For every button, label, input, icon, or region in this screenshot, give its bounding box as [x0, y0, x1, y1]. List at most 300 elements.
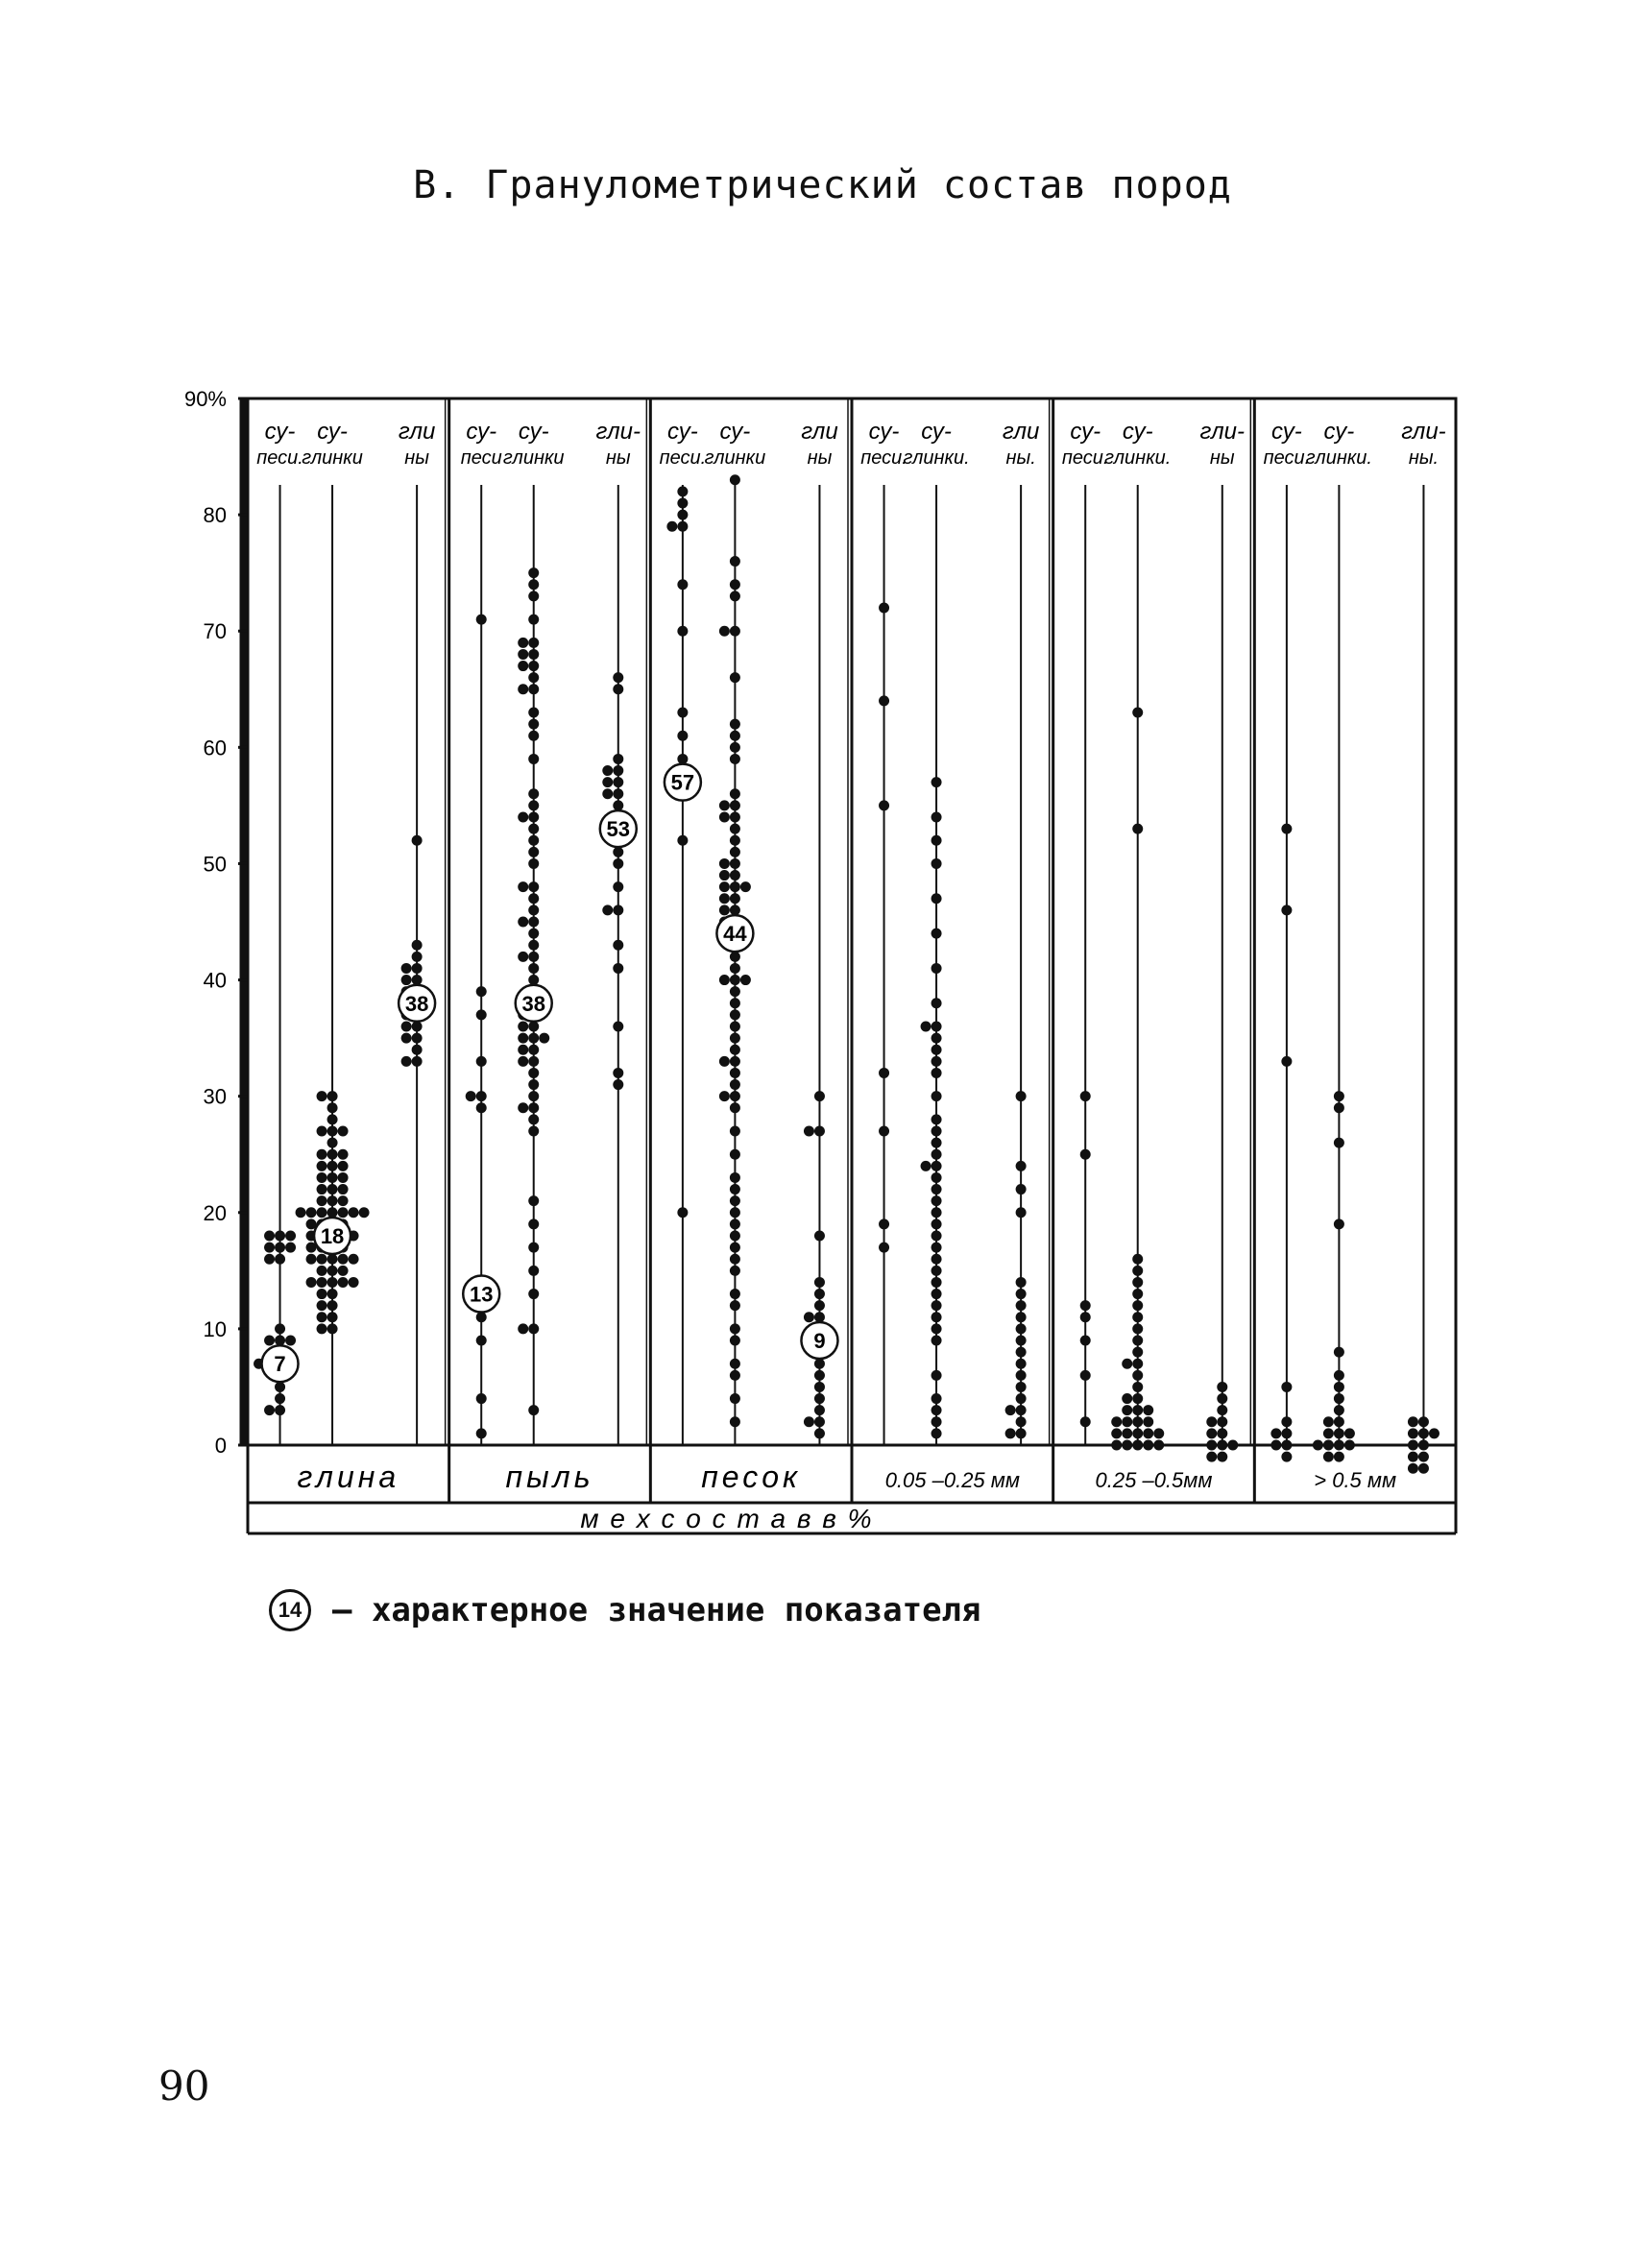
y-tick-label: 60 [203, 736, 227, 760]
data-point [814, 1405, 825, 1415]
data-point [1217, 1416, 1227, 1427]
data-point [1323, 1452, 1334, 1462]
data-point [879, 800, 889, 810]
data-point [730, 1370, 740, 1381]
data-point [879, 1243, 889, 1253]
data-point [1281, 1382, 1292, 1392]
data-point [412, 1045, 423, 1055]
data-point [327, 1289, 338, 1299]
data-point [1080, 1300, 1091, 1311]
series-header: гли- [595, 419, 641, 445]
series-header: ны. [1408, 447, 1439, 469]
typical-value-label: 7 [274, 1352, 286, 1377]
data-point [518, 684, 528, 694]
data-point [338, 1277, 349, 1288]
data-point [1016, 1347, 1027, 1358]
data-point [814, 1277, 825, 1288]
data-point [264, 1405, 275, 1415]
data-point [1323, 1416, 1334, 1427]
data-point [528, 1056, 539, 1067]
data-point [1334, 1393, 1344, 1404]
data-point [931, 1218, 942, 1229]
data-point [327, 1323, 338, 1334]
series-header: су- [518, 419, 549, 445]
data-point [677, 835, 688, 846]
data-point [814, 1126, 825, 1137]
series-header: песи. [659, 447, 707, 469]
data-point [1281, 824, 1292, 834]
series-header: песи. [1061, 447, 1109, 469]
data-point [317, 1172, 327, 1183]
data-point [476, 1393, 487, 1404]
data-point [528, 591, 539, 601]
series-header: ны [404, 447, 429, 469]
data-point [814, 1370, 825, 1381]
data-point [730, 800, 740, 810]
data-point [730, 952, 740, 962]
data-point [613, 940, 623, 951]
data-point [1132, 1312, 1143, 1322]
data-point [1217, 1382, 1227, 1392]
data-point [1408, 1428, 1418, 1438]
series-header: песи [460, 447, 502, 469]
data-point [1016, 1370, 1027, 1381]
data-point [730, 731, 740, 741]
data-point [931, 1033, 942, 1044]
data-point [1323, 1440, 1334, 1451]
data-point [1408, 1440, 1418, 1451]
data-point [730, 881, 740, 892]
series-header: су- [1070, 419, 1101, 445]
data-point [317, 1289, 327, 1299]
data-point [327, 1184, 338, 1194]
data-point [528, 963, 539, 974]
data-point [1122, 1359, 1132, 1369]
data-point [528, 579, 539, 590]
data-point [931, 1231, 942, 1242]
data-point [804, 1416, 814, 1427]
data-point [613, 754, 623, 764]
data-point [1016, 1207, 1027, 1218]
data-point [275, 1393, 285, 1404]
data-point [730, 1416, 740, 1427]
data-point [719, 812, 730, 823]
y-tick-label: 10 [203, 1316, 227, 1341]
data-point [1016, 1336, 1027, 1346]
data-point [931, 1254, 942, 1265]
data-point [1206, 1416, 1217, 1427]
series-header: су- [264, 419, 296, 445]
data-point [1111, 1428, 1122, 1438]
data-point [1016, 1393, 1027, 1404]
data-point [338, 1195, 349, 1206]
data-point [528, 917, 539, 928]
data-point [719, 881, 730, 892]
data-point [931, 1300, 942, 1311]
data-point [528, 719, 539, 730]
data-point [349, 1207, 359, 1218]
data-point [338, 1126, 349, 1137]
data-point [275, 1382, 285, 1392]
data-point [677, 754, 688, 764]
data-point [814, 1289, 825, 1299]
data-point [1334, 1416, 1344, 1427]
series-header: гли [398, 419, 436, 445]
data-point [476, 1428, 487, 1438]
data-point [327, 1277, 338, 1288]
data-point [466, 1091, 476, 1101]
data-point [1217, 1405, 1227, 1415]
data-point [275, 1323, 285, 1334]
data-point [730, 975, 740, 985]
data-point [1122, 1405, 1132, 1415]
data-point [528, 1195, 539, 1206]
data-point [1334, 1102, 1344, 1113]
data-point [327, 1091, 338, 1101]
data-point [1334, 1382, 1344, 1392]
data-point [1122, 1440, 1132, 1451]
data-point [730, 1056, 740, 1067]
data-point [338, 1161, 349, 1171]
data-point [518, 952, 528, 962]
data-point [602, 788, 613, 799]
data-point [719, 870, 730, 881]
data-point [327, 1138, 338, 1148]
typical-value-label: 9 [813, 1329, 826, 1353]
data-point [528, 824, 539, 834]
series-header: глинки. [903, 447, 970, 469]
data-point [349, 1277, 359, 1288]
data-point [1153, 1428, 1164, 1438]
data-point [528, 1243, 539, 1253]
typical-value-label: 53 [606, 817, 631, 842]
data-point [317, 1266, 327, 1276]
data-point [1217, 1452, 1227, 1462]
typical-value-label: 57 [670, 770, 695, 795]
data-point [1143, 1428, 1153, 1438]
data-point [1016, 1277, 1027, 1288]
data-point [931, 1416, 942, 1427]
data-point [1334, 1440, 1344, 1451]
data-point [931, 1126, 942, 1137]
data-point [1132, 1370, 1143, 1381]
data-point [1132, 1347, 1143, 1358]
data-point [264, 1231, 275, 1242]
data-point [528, 812, 539, 823]
data-point [528, 788, 539, 799]
data-point [1016, 1382, 1027, 1392]
data-point [528, 1045, 539, 1055]
data-point [613, 684, 623, 694]
data-point [1429, 1428, 1439, 1438]
data-point [476, 1102, 487, 1113]
data-point [327, 1149, 338, 1160]
data-point [804, 1312, 814, 1322]
data-point [730, 858, 740, 869]
data-point [1111, 1416, 1122, 1427]
data-point [1132, 1382, 1143, 1392]
data-point [931, 1266, 942, 1276]
data-point [1334, 1218, 1344, 1229]
data-point [528, 661, 539, 671]
typical-value-label: 13 [469, 1282, 494, 1307]
data-point [730, 998, 740, 1008]
data-point [1080, 1091, 1091, 1101]
data-point [528, 905, 539, 915]
data-point [666, 521, 677, 532]
data-point [476, 1009, 487, 1020]
data-point [338, 1254, 349, 1265]
data-point [1334, 1347, 1344, 1358]
data-point [814, 1231, 825, 1242]
data-point [1080, 1416, 1091, 1427]
data-point [327, 1172, 338, 1183]
data-point [528, 1218, 539, 1229]
data-point [879, 603, 889, 614]
group-label: > 0.5 мм [1314, 1468, 1397, 1492]
data-point [1344, 1440, 1355, 1451]
series-header: ны [807, 447, 833, 469]
data-point [1016, 1091, 1027, 1101]
data-point [338, 1172, 349, 1183]
data-point [327, 1114, 338, 1124]
data-point [613, 777, 623, 787]
data-point [327, 1254, 338, 1265]
data-point [931, 1428, 942, 1438]
data-point [1132, 708, 1143, 718]
data-point [1132, 824, 1143, 834]
data-point [1408, 1416, 1418, 1427]
data-point [1132, 1428, 1143, 1438]
series-header: песи. [256, 447, 303, 469]
data-point [285, 1243, 296, 1253]
series-header: глинки [302, 447, 363, 469]
data-point [528, 952, 539, 962]
data-point [814, 1312, 825, 1322]
data-point [1281, 1056, 1292, 1067]
data-point [730, 1091, 740, 1101]
typical-value-label: 44 [723, 922, 747, 947]
data-point [528, 708, 539, 718]
data-point [401, 975, 412, 985]
data-point [677, 486, 688, 496]
data-point [317, 1184, 327, 1194]
data-point [602, 777, 613, 787]
data-point [1334, 1370, 1344, 1381]
data-point [1270, 1440, 1281, 1451]
data-point [528, 1114, 539, 1124]
data-point [804, 1126, 814, 1137]
data-point [879, 1126, 889, 1137]
data-point [1016, 1323, 1027, 1334]
data-point [730, 1289, 740, 1299]
data-point [740, 881, 751, 892]
data-point [613, 1068, 623, 1078]
data-point [931, 1056, 942, 1067]
data-point [1408, 1463, 1418, 1474]
data-point [476, 1091, 487, 1101]
data-point [317, 1277, 327, 1288]
data-point [730, 1045, 740, 1055]
data-point [275, 1405, 285, 1415]
data-point [1080, 1370, 1091, 1381]
data-point [1344, 1428, 1355, 1438]
typical-value-label: 18 [320, 1224, 345, 1248]
series-header: глинки [502, 447, 565, 469]
data-point [1418, 1440, 1429, 1451]
data-point [401, 1033, 412, 1044]
y-tick-label: 0 [214, 1434, 227, 1458]
data-point [814, 1300, 825, 1311]
data-point [1418, 1452, 1429, 1462]
data-point [528, 1405, 539, 1415]
data-point [814, 1359, 825, 1369]
data-point [730, 1068, 740, 1078]
data-point [931, 1207, 942, 1218]
page-number: 90 [158, 2063, 210, 2110]
data-point [1323, 1428, 1334, 1438]
data-point [719, 893, 730, 904]
data-point [730, 556, 740, 567]
data-point [1143, 1440, 1153, 1451]
series-header: су- [1122, 419, 1153, 445]
data-point [1281, 905, 1292, 915]
data-point [730, 893, 740, 904]
data-point [317, 1091, 327, 1101]
data-point [814, 1091, 825, 1101]
data-point [1016, 1416, 1027, 1427]
data-point [719, 975, 730, 985]
data-point [1005, 1405, 1016, 1415]
data-point [306, 1277, 317, 1288]
data-point [401, 1056, 412, 1067]
data-point [814, 1393, 825, 1404]
data-point [528, 940, 539, 951]
data-point [921, 1022, 931, 1032]
data-point [1016, 1184, 1027, 1194]
y-tick-label: 50 [203, 852, 227, 877]
data-point [931, 1184, 942, 1194]
data-point [349, 1254, 359, 1265]
data-point [327, 1161, 338, 1171]
series-header: су- [719, 419, 751, 445]
group-label: глина [297, 1460, 400, 1494]
data-point [327, 1266, 338, 1276]
series-header: песи. [1263, 447, 1311, 469]
page-title: В. Гранулометрический состав пород [413, 163, 1232, 207]
data-point [1334, 1138, 1344, 1148]
series-header: су- [1323, 419, 1355, 445]
data-point [613, 847, 623, 857]
data-point [327, 1300, 338, 1311]
data-point [264, 1336, 275, 1346]
data-point [1132, 1440, 1143, 1451]
data-point [1334, 1428, 1344, 1438]
group-label: песок [701, 1460, 802, 1494]
data-point [730, 1254, 740, 1265]
data-point [528, 929, 539, 939]
data-point [730, 1266, 740, 1276]
data-point [412, 940, 423, 951]
data-point [730, 788, 740, 799]
data-point [317, 1149, 327, 1160]
data-point [1143, 1416, 1153, 1427]
data-point [338, 1266, 349, 1276]
data-point [1418, 1416, 1429, 1427]
data-point [528, 893, 539, 904]
data-point [518, 1022, 528, 1032]
data-point [528, 1323, 539, 1334]
data-point [528, 847, 539, 857]
data-point [814, 1416, 825, 1427]
data-point [518, 661, 528, 671]
data-point [730, 1243, 740, 1253]
data-point [1132, 1277, 1143, 1288]
data-point [528, 975, 539, 985]
data-point [306, 1254, 317, 1265]
data-point [317, 1312, 327, 1322]
data-point [931, 777, 942, 787]
data-point [1132, 1416, 1143, 1427]
data-point [719, 905, 730, 915]
data-point [1217, 1393, 1227, 1404]
data-point [814, 1382, 825, 1392]
data-point [359, 1207, 370, 1218]
data-point [931, 1312, 942, 1322]
legend [269, 1589, 981, 1631]
data-point [412, 963, 423, 974]
data-point [1217, 1440, 1227, 1451]
data-point [528, 1022, 539, 1032]
data-point [1132, 1405, 1143, 1415]
data-point [1334, 1452, 1344, 1462]
data-point [931, 1138, 942, 1148]
data-point [528, 649, 539, 660]
data-point [528, 1033, 539, 1044]
data-point [1132, 1336, 1143, 1346]
data-point [528, 1126, 539, 1137]
data-point [518, 1033, 528, 1044]
data-point [1418, 1428, 1429, 1438]
data-point [879, 695, 889, 706]
data-point [317, 1207, 327, 1218]
data-point [1143, 1405, 1153, 1415]
data-point [931, 1149, 942, 1160]
data-point [602, 765, 613, 776]
data-point [1111, 1440, 1122, 1451]
data-point [730, 591, 740, 601]
data-point [931, 1161, 942, 1171]
data-point [275, 1243, 285, 1253]
data-point [931, 835, 942, 846]
data-point [528, 731, 539, 741]
data-point [730, 474, 740, 485]
data-point [931, 1068, 942, 1078]
data-point [730, 742, 740, 753]
data-point [1334, 1091, 1344, 1101]
data-point [1281, 1440, 1292, 1451]
data-point [338, 1149, 349, 1160]
data-point [476, 986, 487, 997]
data-point [528, 1079, 539, 1090]
series-header: песи. [860, 447, 907, 469]
data-point [317, 1300, 327, 1311]
y-tick-label: 20 [203, 1200, 227, 1225]
data-point [719, 858, 730, 869]
data-point [1313, 1440, 1323, 1451]
legend-typical-marker: 14 [269, 1589, 311, 1631]
data-point [677, 510, 688, 520]
